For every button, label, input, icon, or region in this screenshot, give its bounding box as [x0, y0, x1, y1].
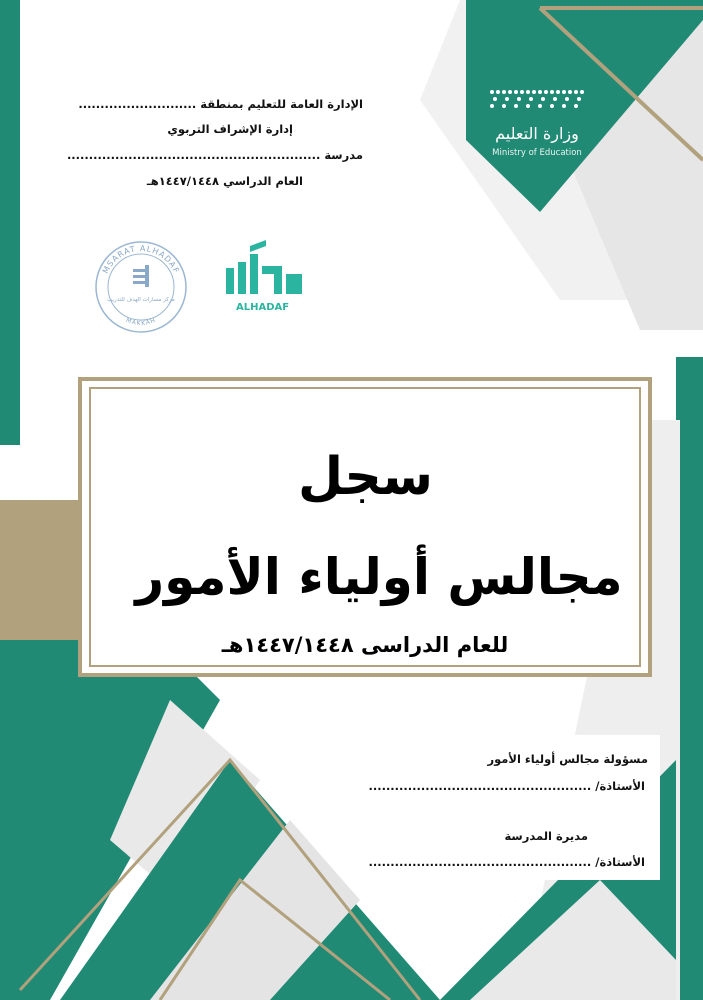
header-region-line: الإدارة العامة للتعليم بمنطقة ........................... [78, 97, 363, 111]
svg-text:MAKKAH [125, 317, 157, 327]
header-school-line: مدرسة .......................................................... [66, 148, 363, 162]
title-line-2: مجالس أولياء الأمور [135, 548, 623, 606]
ministry-name-english: Ministry of Education [492, 148, 582, 158]
ministry-name-arabic: وزارة التعليم [495, 124, 579, 143]
title-line-1: سجل [297, 447, 434, 507]
ministry-logo [486, 82, 596, 162]
header-supervision-line: إدارة الإشراف التربوي [167, 122, 293, 136]
title-subtitle: للعام الدراسى ١٤٤٧/١٤٤٨هـ [221, 633, 509, 657]
masarat-latin: ALHADAF [236, 302, 290, 313]
seal-middle-text: مركز مسارات الهدف للتدريب [107, 297, 175, 303]
signature-name-1: الأستاذة/ ................................................... [368, 779, 645, 793]
header-year-line: العام الدراسي ١٤٤٧/١٤٤٨هـ [146, 174, 303, 188]
ministry-dots-icon [486, 82, 588, 116]
masarat-logo [222, 240, 306, 316]
top-left-teal-band [0, 0, 20, 445]
title-frame-inner [89, 387, 641, 667]
seal-bottom-text: MAKKAH [124, 316, 158, 328]
seal-top-text: MSARAT ALHADAF [100, 243, 182, 276]
signature-role-2: مديرة المدرسة [504, 829, 588, 843]
signature-role-1: مسؤولة مجالس أولياء الأمور [487, 752, 648, 766]
msarat-seal [93, 239, 189, 335]
seal-center-icon [133, 265, 149, 287]
signature-name-2: الأستاذة/ ................................................... [368, 855, 645, 869]
